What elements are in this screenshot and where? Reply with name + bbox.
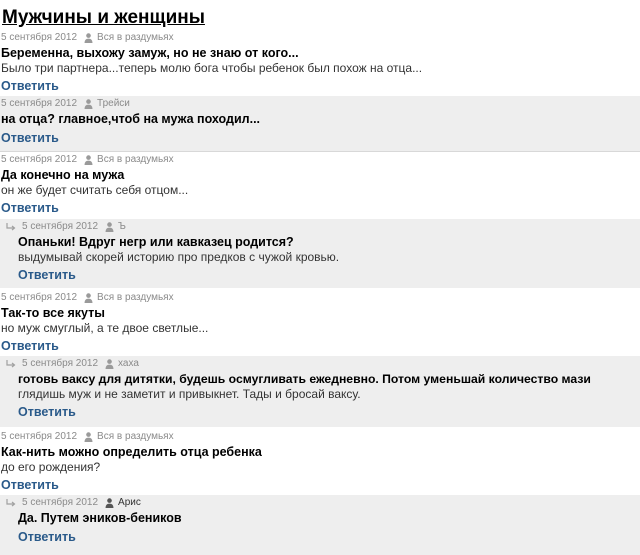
comment-item [0,290,640,356]
person-icon [84,432,93,442]
comment-meta [1,98,640,110]
comment-title: на отца? главное,чтоб на мужа походил... [1,112,261,126]
person-icon [84,99,93,109]
comment-meta [1,431,640,443]
comment-date: 5 сентября 2012 [22,358,99,369]
person-icon [105,498,114,508]
comment-item [0,219,640,288]
comment-author[interactable]: Трейси [97,98,130,109]
comment-date: 5 сентября 2012 [1,292,78,303]
comment-item [0,429,640,495]
comment-text: Было три партнера...теперь молю бога чтобы ребенок был похож на отца... [1,61,423,75]
comment-text: выдумывай скорей историю про предков с чужой кровью. [18,250,340,264]
comment-title: Как-нить можно определить отца ребенка [1,445,262,459]
comment-text: он же будет считать себя отцом... [1,183,189,197]
comment-author[interactable]: Ъ [118,221,126,232]
comment-date: 5 сентября 2012 [1,154,78,165]
reply-arrow-icon [6,359,16,369]
comment-title: Так-то все якуты [1,306,105,320]
comment-text: до его рождения? [1,460,101,474]
comment-title: Да. Путем эников-беников [18,511,182,525]
comment-text: глядишь муж и не заметит и привыкнет. Тады и бросай ваксу. [18,387,361,401]
reply-arrow-icon [6,498,16,508]
comment-list [0,30,640,555]
comment-item [0,151,640,219]
person-icon [84,33,93,43]
comment-meta [1,292,640,304]
comment-item [0,356,640,427]
reply-button[interactable]: Ответить [1,79,59,93]
comment-item [0,495,640,555]
comment-date: 5 сентября 2012 [22,497,99,508]
comment-author[interactable]: Вся в раздумьях [97,32,174,43]
comment-meta [1,497,640,509]
comment-date: 5 сентября 2012 [1,431,78,442]
page-title: Мужчины и женщины [2,7,205,28]
comment-meta [1,154,640,166]
reply-button[interactable]: Ответить [18,268,76,282]
person-icon [84,293,93,303]
comment-title: Беременна, выхожу замуж, но не знаю от кого... [1,46,299,60]
comment-author[interactable]: Вся в раздумьях [97,154,174,165]
reply-button[interactable]: Ответить [1,478,59,492]
comment-date: 5 сентября 2012 [1,98,78,109]
person-icon [105,222,114,232]
comment-author[interactable]: Вся в раздумьях [97,431,174,442]
comment-author[interactable]: Вся в раздумьях [97,292,174,303]
comment-meta [1,32,640,44]
comment-author[interactable]: хаха [118,358,139,369]
reply-arrow-icon [6,222,16,232]
reply-button[interactable]: Ответить [1,131,59,145]
comment-date: 5 сентября 2012 [22,221,99,232]
comment-meta [1,358,640,370]
comment-date: 5 сентября 2012 [1,32,78,43]
comment-author[interactable]: Арис [118,497,141,508]
comment-meta [1,221,640,233]
person-icon [105,359,114,369]
comment-title: Опаньки! Вдруг негр или кавказец родится? [18,235,294,249]
comment-title: Да конечно на мужа [1,168,125,182]
comment-title: готовь ваксу для дитятки, будешь осмугливать ежедневно. Потом уменьшай количество мази [18,372,591,386]
comment-item [0,96,640,151]
comment-text: но муж смуглый, а те двое светлые... [1,321,209,335]
comment-item [0,30,640,93]
reply-button[interactable]: Ответить [18,530,76,544]
person-icon [84,155,93,165]
reply-button[interactable]: Ответить [1,339,59,353]
reply-button[interactable]: Ответить [1,201,59,215]
reply-button[interactable]: Ответить [18,405,76,419]
